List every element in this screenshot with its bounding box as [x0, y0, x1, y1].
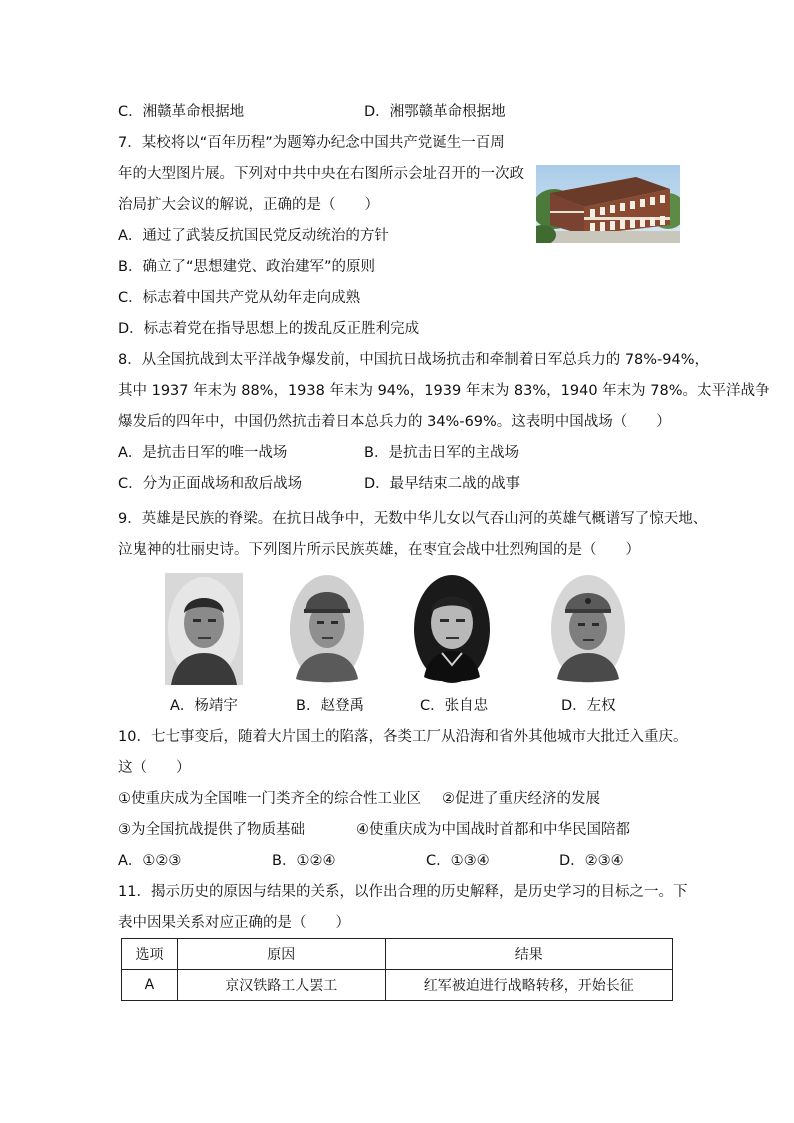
q8-option-b: B．是抗击日军的主战场 — [364, 445, 519, 461]
q10-item-3: ③为全国抗战提供了物质基础 — [118, 822, 305, 838]
q10-item-2: ②促进了重庆经济的发展 — [442, 791, 600, 807]
q8-stem-line2: 其中 1937 年末为 88%，1938 年末为 94%，1939 年末为 83%，1940 年末为 78%。太平洋战争 — [118, 383, 770, 399]
q6-option-c: C．湘赣革命根据地 — [118, 104, 245, 120]
q10-option-b: B．①②④ — [272, 853, 336, 869]
table-header-option: 选项 — [122, 939, 178, 970]
table-cell-option: A — [122, 970, 178, 1001]
table-header-cause: 原因 — [177, 939, 385, 970]
table-header-effect: 结果 — [385, 939, 673, 970]
q7-stem-line3: 治局扩大会议的解说，正确的是（ ） — [118, 197, 379, 213]
q7-stem-line2: 年的大型图片展。下列对中共中央在右图所示会址召开的一次政 — [118, 166, 524, 182]
q8-option-a: A．是抗击日军的唯一战场 — [118, 445, 288, 461]
portrait-a-caption: A．杨靖宇 — [170, 698, 238, 714]
q10-stem-line2: 这（ ） — [118, 760, 191, 776]
q7-option-d: D．标志着党在指导思想上的拨乱反正胜利完成 — [118, 321, 420, 337]
table-cell-effect: 红军被迫进行战略转移，开始长征 — [385, 970, 673, 1001]
portrait-c-caption: C．张自忠 — [420, 698, 489, 714]
q7-option-c: C．标志着中国共产党从幼年走向成熟 — [118, 290, 361, 306]
portrait-d-caption: D．左权 — [561, 698, 616, 714]
q11-stem-line2: 表中因果关系对应正确的是（ ） — [118, 915, 350, 931]
q8-stem-line3: 爆发后的四年中，中国仍然抗击着日本总兵力的 34%-69%。这表明中国战场（ ） — [118, 414, 671, 430]
table-row — [122, 970, 673, 1001]
portrait-b-photo — [288, 573, 366, 685]
q7-stem-line1: 7．某校将以“百年历程”为题筹办纪念中国共产党诞生一百周 — [118, 135, 505, 151]
table-header-row — [122, 939, 673, 970]
q10-option-a: A．①②③ — [118, 853, 182, 869]
table-cell-cause: 京汉铁路工人罢工 — [177, 970, 385, 1001]
q10-stem-line1: 10．七七事变后，随着大片国土的陷落，各类工厂从沿海和省外其他城市大批迁入重庆。 — [118, 729, 688, 745]
q10-item-1: ①使重庆成为全国唯一门类齐全的综合性工业区 — [118, 791, 421, 807]
q10-option-d: D．②③④ — [559, 853, 624, 869]
portrait-a-photo — [165, 573, 243, 685]
cause-effect-table — [121, 938, 673, 1001]
q7-option-a: A．通过了武装反抗国民党反动统治的方针 — [118, 228, 389, 244]
q9-stem-line2: 泣鬼神的壮丽史诗。下列图片所示民族英雄，在枣宜会战中壮烈殉国的是（ ） — [118, 542, 640, 558]
q6-option-d: D．湘鄂赣革命根据地 — [364, 104, 506, 120]
q7-option-b: B．确立了“思想建党、政治建军”的原则 — [118, 259, 375, 275]
q8-option-d: D．最早结束二战的战事 — [364, 476, 521, 492]
q9-stem-line1: 9．英雄是民族的脊梁。在抗日战争中，无数中华儿女以气吞山河的英雄气概谱写了惊天地、 — [118, 511, 708, 527]
portrait-c-photo — [412, 573, 492, 685]
q8-option-c: C．分为正面战场和敌后战场 — [118, 476, 303, 492]
portrait-d-photo — [549, 573, 627, 685]
portrait-b-caption: B．赵登禹 — [296, 698, 364, 714]
q8-stem-line1: 8．从全国抗战到太平洋战争爆发前，中国抗日战场抗击和牵制着日军总兵力的 78%-94%， — [118, 352, 710, 368]
q10-option-c: C．①③④ — [426, 853, 490, 869]
meeting-site-photo — [536, 165, 680, 243]
q11-stem-line1: 11．揭示历史的原因与结果的关系，以作出合理的历史解释，是历史学习的目标之一。下 — [118, 884, 688, 900]
q10-item-4: ④使重庆成为中国战时首都和中华民国陪都 — [356, 822, 630, 838]
